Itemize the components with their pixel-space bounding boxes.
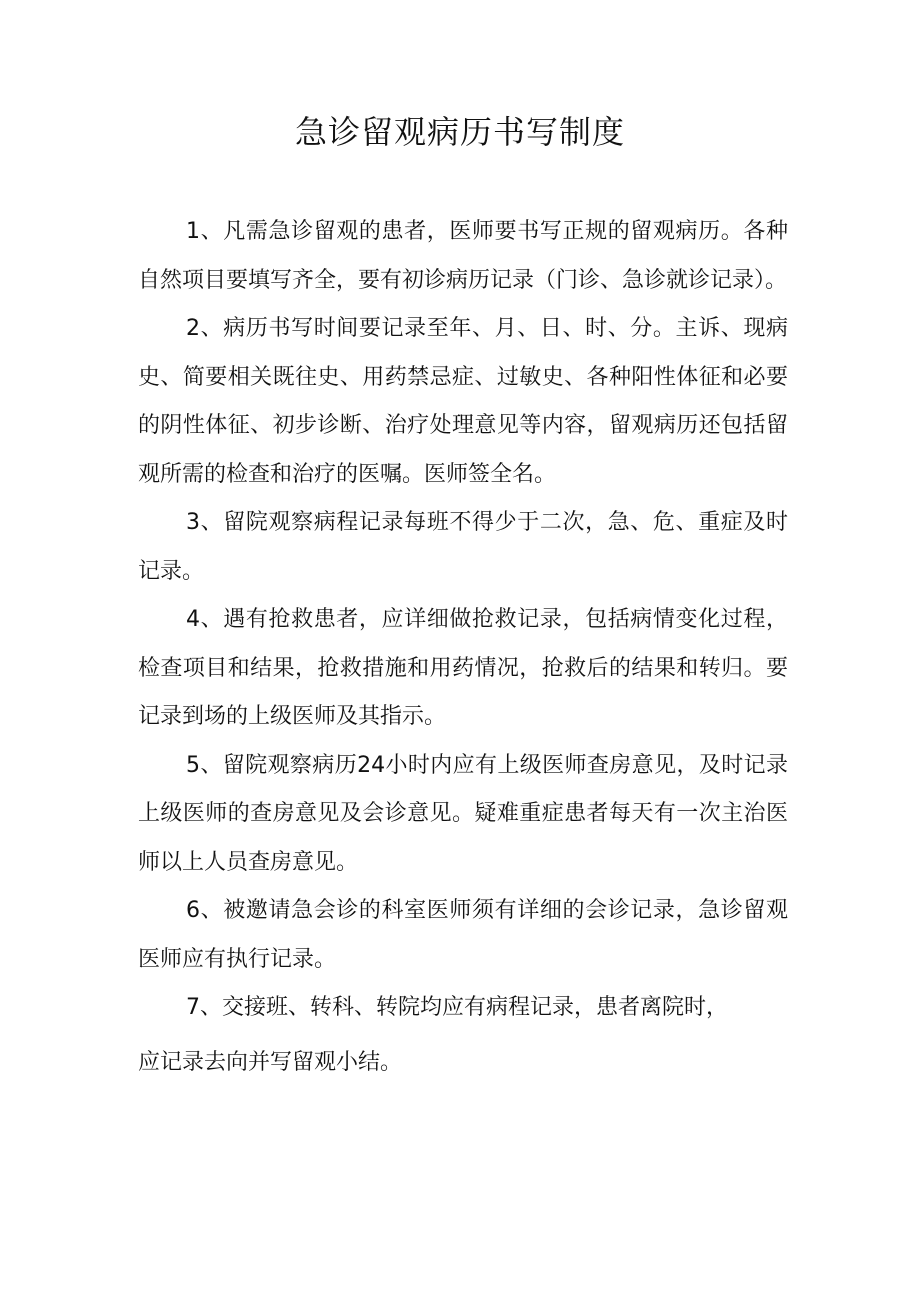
paragraph-3: 3、留院观察病程记录每班不得少于二次，急、危、重症及时记录。	[138, 510, 788, 584]
paragraph-2: 2、病历书写时间要记录至年、月、日、时、分。主诉、现病史、简要相关既往史、用药禁忌症、过敏史、各种阳性体征和必要的阴性体征、初步诊断、治疗处理意见等内容，留观病历还包括留观所需的检查和治疗的医嘱。医师签全名。	[138, 316, 788, 487]
paragraph-1: 1、凡需急诊留观的患者，医师要书写正规的留观病历。各种自然项目要填写齐全，要有初诊病历记录（门诊、急诊就诊记录）。	[138, 219, 788, 293]
paragraph-5: 5、留院观察病历24小时内应有上级医师查房意见，及时记录上级医师的查房意见及会诊意见。疑难重症患者每天有一次主治医师以上人员查房意见。	[138, 752, 788, 875]
document-body	[138, 208, 788, 1087]
paragraph-7-line-2: 应记录去向并写留观小结。	[138, 1049, 403, 1075]
document-title: 急诊留观病历书写制度	[294, 113, 625, 151]
paragraph-7-line-1: 7、交接班、转科、转院均应有病程记录，患者离院时，	[186, 995, 728, 1020]
paragraph-4: 4、遇有抢救患者，应详细做抢救记录，包括病情变化过程，检查项目和结果，抢救措施和用药情况，抢救后的结果和转归。要记录到场的上级医师及其指示。	[138, 607, 788, 729]
paragraph-6: 6、被邀请急会诊的科室医师须有详细的会诊记录，急诊留观医师应有执行记录。	[138, 898, 788, 972]
